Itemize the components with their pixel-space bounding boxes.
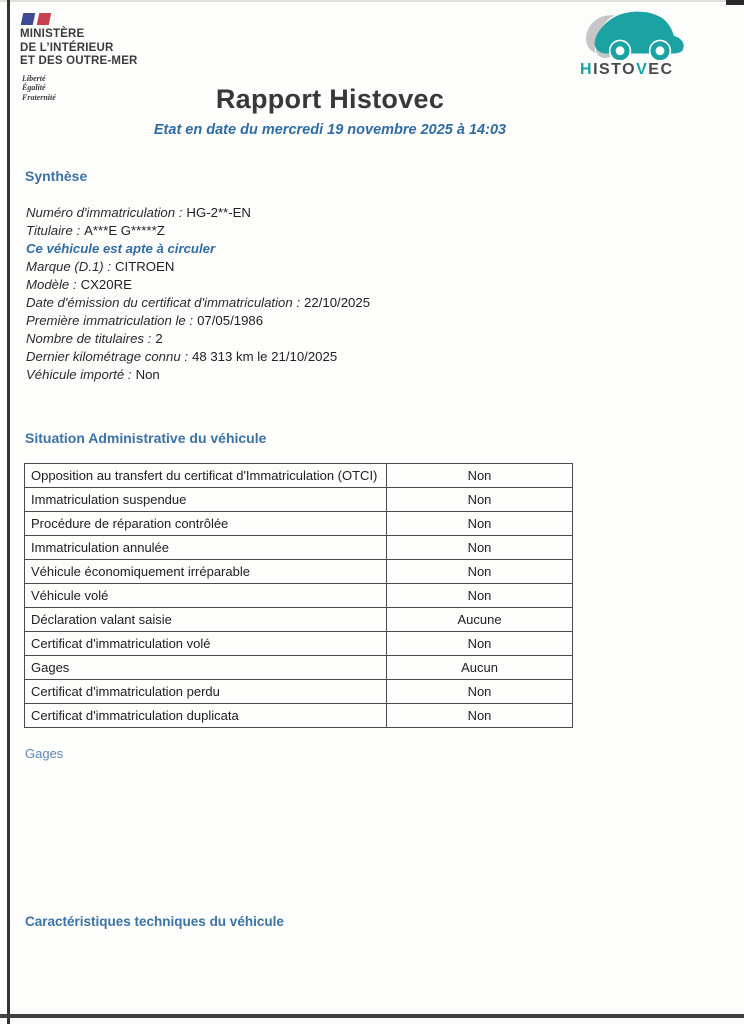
scan-edge-left	[7, 0, 10, 1024]
flag-blue-panel	[21, 13, 36, 25]
field-label: Véhicule importé :	[26, 367, 132, 382]
scan-edge-top	[0, 0, 744, 2]
field-brand	[26, 258, 370, 276]
field-label: Première immatriculation le :	[26, 313, 194, 328]
field-value: A***E G*****Z	[84, 223, 165, 238]
row-label: Certificat d'immatriculation perdu	[25, 680, 387, 704]
motto-line1: Liberté	[22, 73, 46, 83]
row-value: Non	[387, 488, 573, 512]
row-value: Non	[387, 704, 573, 728]
table-row	[25, 536, 573, 560]
row-value: Non	[387, 536, 573, 560]
row-label: Véhicule volé	[25, 584, 387, 608]
admin-situation-table	[24, 463, 573, 728]
field-value: 48 313 km le 21/10/2025	[192, 349, 338, 364]
row-label: Immatriculation annulée	[25, 536, 387, 560]
histovec-letters-ec: EC	[648, 61, 674, 78]
row-value: Non	[387, 512, 573, 536]
field-label: Modèle :	[26, 277, 77, 292]
synthese-body	[26, 204, 370, 384]
row-label: Procédure de réparation contrôlée	[25, 512, 387, 536]
field-value: Non	[135, 367, 160, 382]
field-value: 22/10/2025	[304, 295, 371, 310]
field-holder	[26, 222, 370, 240]
field-value: CITROEN	[115, 259, 175, 274]
section-heading-synthese: Synthèse	[25, 168, 88, 184]
field-label: Date d'émission du certificat d'immatriculation :	[26, 295, 301, 310]
table-row	[25, 656, 573, 680]
scan-artifact-corner	[726, 0, 744, 5]
table-row	[25, 560, 573, 584]
vehicle-status-line: Ce véhicule est apte à circuler	[26, 241, 216, 256]
row-value: Non	[387, 464, 573, 488]
section-heading-gages: Gages	[25, 746, 64, 761]
ministry-name-line1: MINISTÈRE	[20, 28, 85, 40]
report-header	[30, 84, 630, 138]
field-label: Titulaire :	[26, 223, 81, 238]
motto-line2: Égalité	[22, 83, 46, 92]
report-title: Rapport Histovec	[215, 84, 445, 114]
field-label: Numéro d'immatriculation :	[26, 205, 183, 220]
row-label: Certificat d'immatriculation volé	[25, 632, 387, 656]
scan-edge-bottom	[0, 1014, 744, 1018]
field-registration-number	[26, 204, 370, 222]
field-value: CX20RE	[80, 277, 132, 292]
row-label: Opposition au transfert du certificat d'Immatriculation (OTCI)	[25, 464, 387, 488]
table-row	[25, 488, 573, 512]
table-row	[25, 680, 573, 704]
row-label: Immatriculation suspendue	[25, 488, 387, 512]
field-value: 2	[155, 331, 163, 346]
field-value: HG-2**-EN	[186, 205, 251, 220]
field-label: Dernier kilométrage connu :	[26, 349, 188, 364]
ministry-name-line2: DE L’INTÉRIEUR	[20, 41, 114, 54]
field-first-registration-date	[26, 312, 370, 330]
section-heading-admin-situation: Situation Administrative du véhicule	[25, 430, 267, 446]
row-label: Véhicule économiquement irréparable	[25, 560, 387, 584]
field-value: 07/05/1986	[197, 313, 264, 328]
row-value: Aucun	[387, 656, 573, 680]
histovec-letter-h: H	[580, 61, 594, 78]
ministry-name	[20, 28, 138, 69]
table-row	[25, 608, 573, 632]
table-row	[25, 584, 573, 608]
field-model	[26, 276, 370, 294]
row-value: Non	[387, 680, 573, 704]
table-row	[25, 464, 573, 488]
field-last-mileage	[26, 348, 370, 366]
row-label: Gages	[25, 656, 387, 680]
histovec-logo	[578, 8, 690, 79]
histovec-wordmark	[580, 61, 690, 79]
row-label: Certificat d'immatriculation duplicata	[25, 704, 387, 728]
field-label: Marque (D.1) :	[26, 259, 112, 274]
motto-line3: Fraternité	[22, 92, 56, 102]
histovec-car-icon	[578, 8, 690, 60]
table-row	[25, 704, 573, 728]
row-value: Non	[387, 632, 573, 656]
row-value: Non	[387, 584, 573, 608]
section-heading-caracteristiques: Caractéristiques techniques du véhicule	[25, 914, 284, 929]
row-label: Déclaration valant saisie	[25, 608, 387, 632]
histovec-letter-v: V	[636, 61, 649, 78]
french-flag-icon	[22, 13, 138, 25]
field-imported-vehicle	[26, 366, 370, 384]
histovec-letters-isto: ISTO	[593, 61, 637, 78]
ministry-name-line3: ET DES OUTRE-MER	[20, 55, 138, 67]
field-label: Nombre de titulaires :	[26, 331, 152, 346]
row-value: Non	[387, 560, 573, 584]
report-subtitle: Etat en date du mercredi 19 novembre 2025 à 14:03	[153, 122, 507, 138]
table-row	[25, 632, 573, 656]
table-row	[25, 512, 573, 536]
field-certificate-issue-date	[26, 294, 370, 312]
flag-red-panel	[37, 13, 52, 25]
field-holder-count	[26, 330, 370, 348]
row-value: Aucune	[387, 608, 573, 632]
